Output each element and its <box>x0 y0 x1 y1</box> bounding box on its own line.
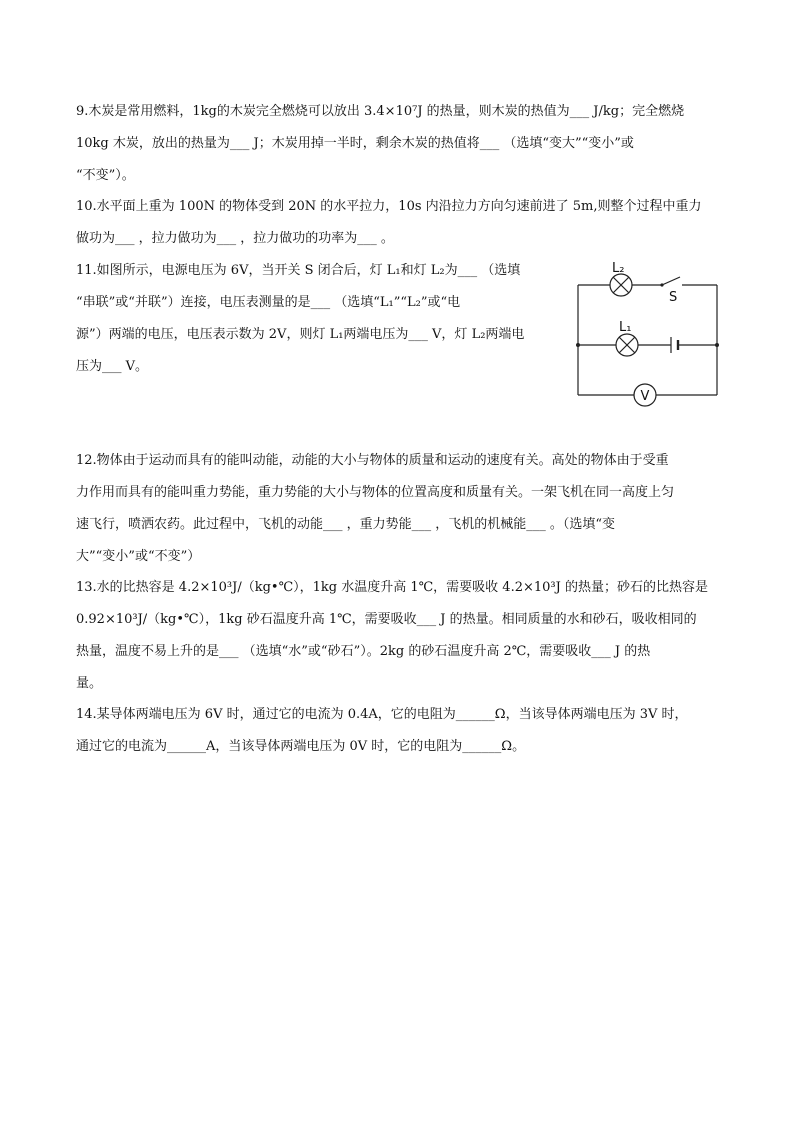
voltmeter-label: V <box>640 389 650 404</box>
question-11-line-3: 源”）两端的电压，电压表示数为 2V，则灯 L₁两端电压为___ V，灯 L₂两端电 <box>76 327 525 342</box>
question-11-line-1: 11.如图所示，电源电压为 6V，当开关 S 闭合后，灯 L₁和灯 L₂为___ （选填 <box>76 263 521 278</box>
question-14-line-2: 通过它的电流为______A，当该导体两端电压为 0V 时，它的电阻为______Ω。 <box>76 739 526 754</box>
question-10-line-2: 做功为___ ，拉力做功为___ ，拉力做功的功率为___ 。 <box>76 231 394 246</box>
question-11-line-2: “串联”或“并联”）连接，电压表测量的是___ （选填“L₁”“L₂”或“电 <box>76 295 461 310</box>
switch-icon <box>660 283 663 286</box>
question-14-line-1: 14.某导体两端电压为 6V 时，通过它的电流为 0.4A，它的电阻为______Ω，当该导体两端电压为 3V 时， <box>76 707 688 722</box>
question-13-line-4: 量。 <box>76 676 103 691</box>
question-10-line-1: 10.水平面上重为 100N 的物体受到 20N 的水平拉力，10s 内沿拉力方向匀速前进了 5m,则整个过程中重力 <box>76 199 702 214</box>
question-9-line-1: 9.木炭是常用燃料，1kg的木炭完全燃烧可以放出 3.4×10⁷J 的热量，则木炭的热值为___ J/kg；完全燃烧 <box>76 104 685 119</box>
question-13-line-2: 0.92×10³J/（kg•℃），1kg 砂石温度升高 1℃，需要吸收___ J 的热量。相同质量的水和砂石，吸收相同的 <box>76 612 697 627</box>
question-11-line-4: 压为___ V。 <box>76 359 149 374</box>
junction-left-icon <box>576 343 580 347</box>
question-9 <box>76 96 684 192</box>
question-10 <box>76 191 702 255</box>
question-14 <box>76 699 688 763</box>
question-9-line-2: 10kg 木炭，放出的热量为___ J；木炭用掉一半时，剩余木炭的热值将___ （选填“变大”“变小”或 <box>76 136 634 151</box>
question-12 <box>76 445 674 573</box>
question-12-line-4: 大”“变小”或“不变”） <box>76 549 201 564</box>
question-13 <box>76 572 708 700</box>
junction-right-icon <box>715 343 719 347</box>
lamp-l2-label: L₂ <box>612 261 625 276</box>
question-13-line-1: 13.水的比热容是 4.2×10³J/（kg•℃），1kg 水温度升高 1℃，需要吸收 4.2×10³J 的热量；砂石的比热容是 <box>76 580 708 595</box>
circuit-diagram <box>570 255 730 415</box>
question-9-line-3: “不变”）。 <box>76 168 135 183</box>
battery-icon <box>671 337 678 353</box>
question-12-line-1: 12.物体由于运动而具有的能叫动能，动能的大小与物体的质量和运动的速度有关。高处的物体由于受重 <box>76 453 669 468</box>
lamp-l1-label: L₁ <box>619 320 632 335</box>
question-12-line-2: 力作用而具有的能叫重力势能，重力势能的大小与物体的位置高度和质量有关。一架飞机在同一高度上匀 <box>76 485 675 500</box>
switch-label: S <box>669 290 678 305</box>
lamp-l1-icon <box>616 334 638 356</box>
question-12-line-3: 速飞行，喷洒农药。此过程中，飞机的动能___ ，重力势能___ ，飞机的机械能___ 。（选填“变 <box>76 517 616 532</box>
question-11 <box>76 255 524 383</box>
lamp-l2-icon <box>610 274 632 296</box>
question-13-line-3: 热量，温度不易上升的是___ （选填“水”或“砂石”）。2kg 的砂石温度升高 2℃，需要吸收___ J 的热 <box>76 644 651 659</box>
